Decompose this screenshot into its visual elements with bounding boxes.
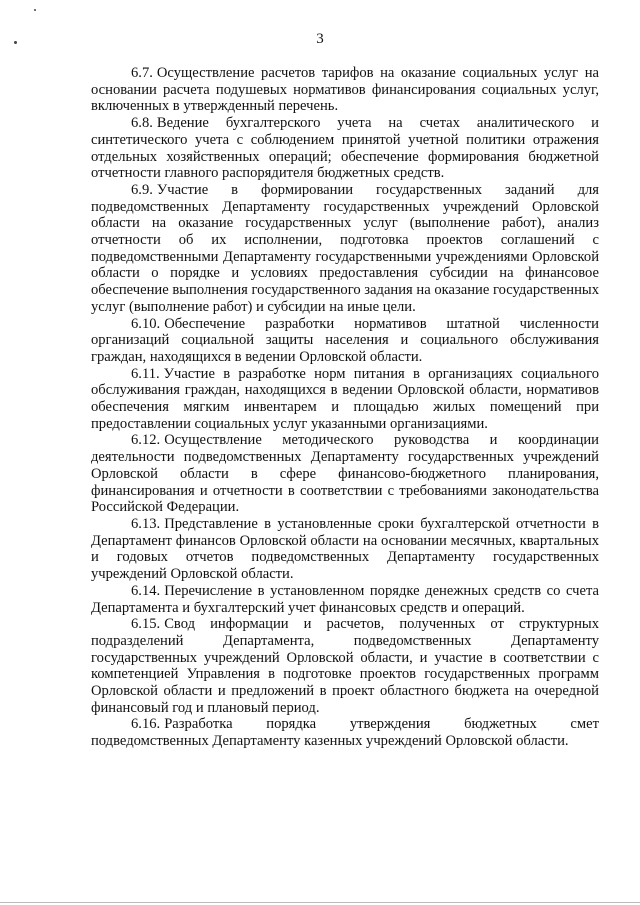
paragraph-text: Осуществление методического руководства и координации деятельности подведомственных Департаменту государственных учреждений Орловской области в сфере финансово-бюджетного планирования, финансирования и отчетности в соответствии с требованиями законодательства Российской Федерации.: [91, 432, 599, 516]
paragraph-text: Участие в разработке норм питания в организациях социального обслуживания граждан, находящихся в ведении Орловской области, нормативов обеспечения мягким инвентарем и площадью жилых помещений при предоставлении социальных услуг указанными организациями.: [91, 365, 599, 432]
paragraph-6-16: [91, 716, 599, 749]
paragraph-6-8: [91, 115, 599, 182]
paragraph-text: Обеспечение разработки нормативов штатной численности организаций социальной защиты населения и социального обслуживания граждан, находящихся в ведении Орловской области.: [91, 315, 599, 365]
paragraph-text: Перечисление в установленном порядке денежных средств со счета Департамента и бухгалтерский учет финансовых средств и операций.: [91, 582, 599, 616]
paragraph-6-11: [91, 366, 599, 433]
paragraph-number: 6.9.: [131, 181, 153, 198]
paragraph-6-12: [91, 432, 599, 516]
paragraph-number: 6.10.: [131, 315, 161, 332]
paragraph-number: 6.13.: [131, 515, 161, 532]
page-number: 3: [316, 31, 324, 47]
paragraph-6-10: [91, 316, 599, 366]
paragraph-number: 6.7.: [131, 65, 153, 81]
paragraph-6-13: [91, 516, 599, 583]
paragraph-text: Участие в формировании государственных заданий для подведомственных Департаменту государственных учреждений Орловской области на оказание государственных услуг (выполнение работ), анализ отчетности об их исполнении, подготовка проектов соглашений с подведомственными Департаменту государственными учреждениями Орловской области о порядке и условиях предоставления субсидии на финансовое обеспечение выполнения государственного задания на оказание государственных услуг (выполнение работ) и субсидии на иные цели.: [91, 181, 599, 315]
paragraph-number: 6.8.: [131, 115, 153, 132]
paragraph-6-15: [91, 616, 599, 716]
paragraph-text: Ведение бухгалтерского учета на счетах аналитического и синтетического учета с соблюдением принятой учетной политики отражения отдельных хозяйственных операций; обеспечение формирования бюджетной отчетности главного распорядителя бюджетных средств.: [91, 115, 599, 182]
scan-speck: [34, 9, 36, 11]
document-body: [91, 65, 599, 750]
paragraph-number: 6.14.: [131, 582, 161, 599]
scan-edge-line: [0, 902, 640, 903]
paragraph-text: Осуществление расчетов тарифов на оказание социальных услуг на основании расчета подушевых нормативов финансирования социальных услуг, включенных в утвержденный перечень.: [91, 65, 599, 115]
paragraph-number: 6.12.: [131, 432, 161, 449]
paragraph-number: 6.11.: [131, 365, 160, 382]
paragraph-number: 6.16.: [131, 716, 161, 733]
paragraph-text: Представление в установленные сроки бухгалтерской отчетности в Департамент финансов Орловской области на основании месячных, квартальных и годовых отчетов подведомственных Департаменту государственных учреждений Орловской области.: [91, 515, 599, 583]
paragraph-text: Разработка порядка утверждения бюджетных смет подведомственных Департаменту казенных учреждений Орловской области.: [91, 716, 599, 750]
paragraph-6-9: [91, 182, 599, 316]
paragraph-number: 6.15.: [131, 616, 161, 633]
paragraph-text: Свод информации и расчетов, полученных от структурных подразделений Департамента, подведомственных Департаменту государственных учреждений Орловской области, и участие в соответствии с компетенцией Управления в подготовке проектов государственных программ Орловской области и предложений в проект областного бюджета на очередной финансовый год и плановый период.: [91, 616, 599, 716]
paragraph-6-14: [91, 583, 599, 616]
paragraph-6-7: [91, 65, 599, 115]
